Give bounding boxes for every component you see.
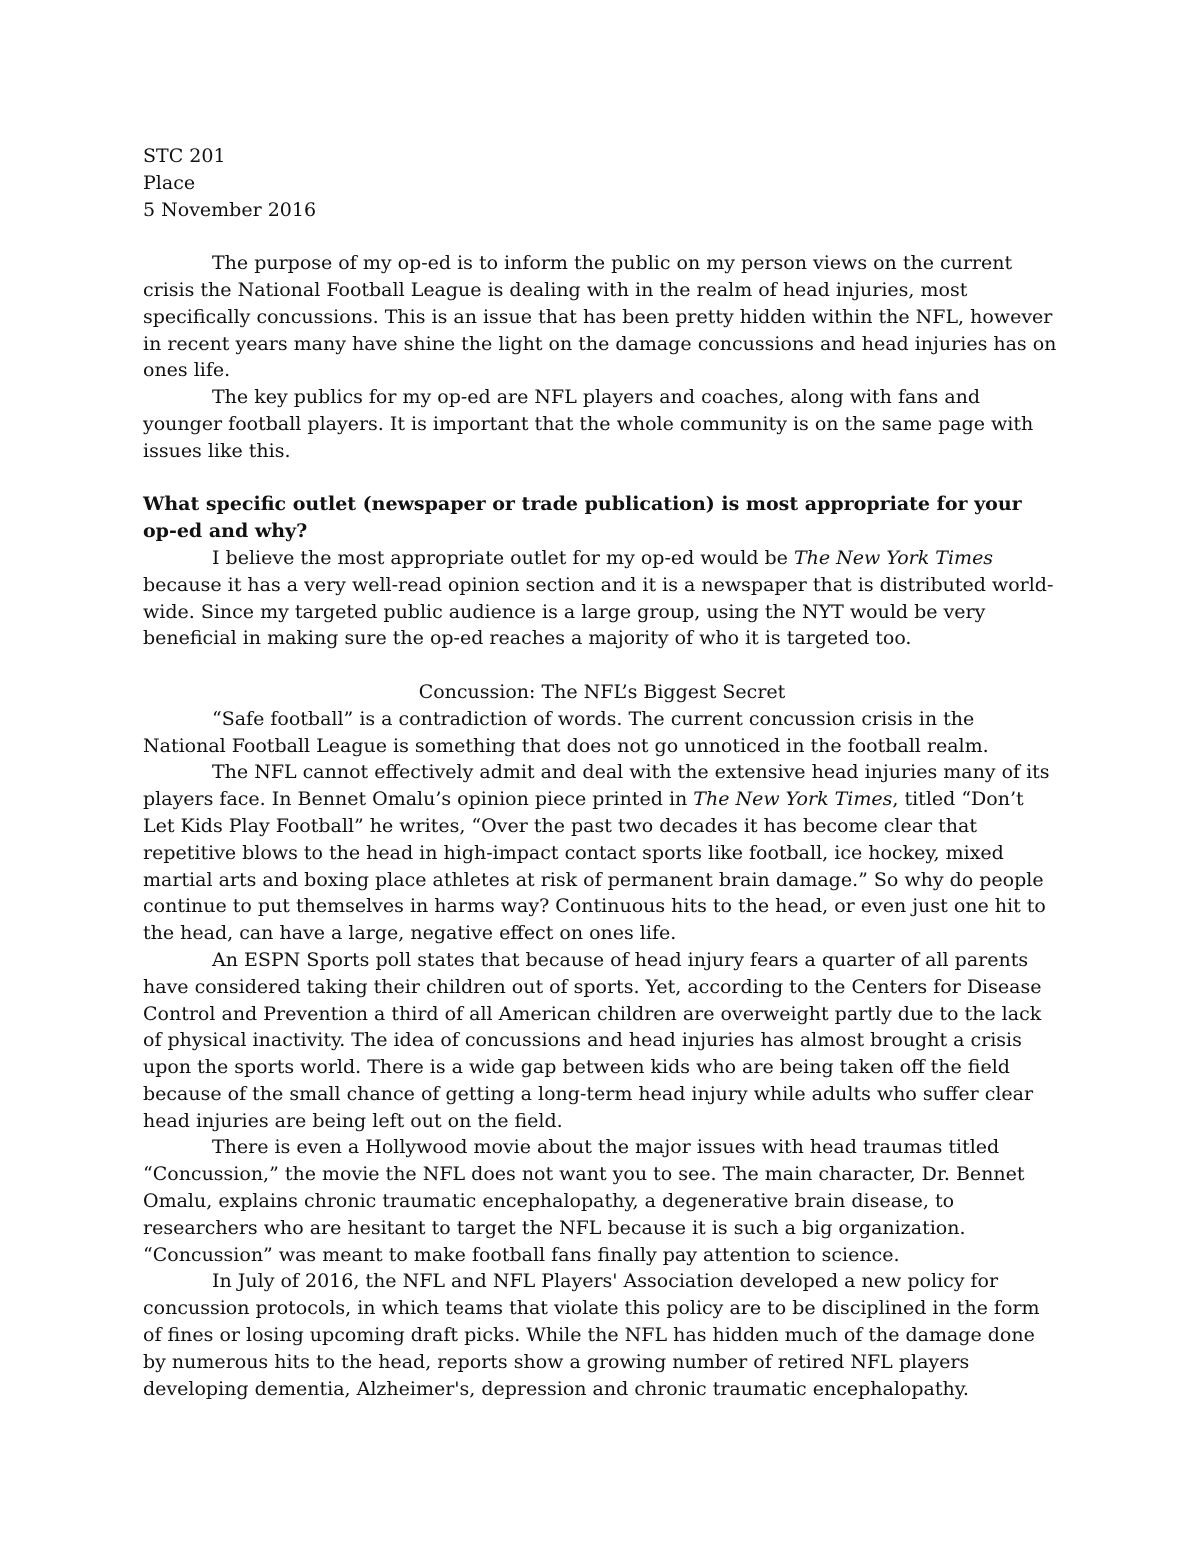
spacer	[143, 465, 1061, 492]
intro-publics-paragraph: The key publics for my op-ed are NFL players and coaches, along with fans and younger football players. It is important that the whole community is on the same page with issues like this.	[143, 386, 1034, 462]
spacer	[143, 223, 1061, 250]
document-body	[143, 143, 1061, 1402]
outlet-question-heading: What specific outlet (newspaper or trade publication) is most appropriate for your op-ed and why?	[143, 493, 1022, 543]
oped-paragraph-5: In July of 2016, the NFL and NFL Players' Association developed a new policy for concussion protocols, in which teams that violate this policy are to be disciplined in the form of fines or losing upcoming draft picks. While the NFL has hidden much of the damage done by numerous hits to the head, reports show a growing number of retired NFL players developing dementia, Alzheimer's, depression and chronic traumatic encephalopathy.	[143, 1270, 1040, 1400]
oped-paragraph-4: There is even a Hollywood movie about the major issues with head traumas titled “Concussion,” the movie the NFL does not want you to see. The main character, Dr. Bennet Omalu, explains chronic traumatic encephalopathy, a degenerative brain disease, to researchers who are hesitant to target the NFL because it is such a big organization. “Concussion” was meant to make football fans finally pay attention to science.	[143, 1136, 1025, 1266]
document-date: 5 November 2016	[143, 198, 317, 221]
answer-text-end: because it has a very well-read opinion section and it is a newspaper that is distributed world-wide. Since my targeted public audience is a large group, using the NYT would be very beneficial in making sure the op-ed reaches a majority of who it is targeted too.	[143, 573, 1054, 650]
assignment-name: Place	[143, 171, 196, 194]
paragraph-text-start: The NFL cannot effectively admit and deal with the extensive head injuries many of its players face. In Bennet Omalu’s opinion piece printed in	[143, 761, 1050, 811]
oped-paragraph-2	[143, 759, 1061, 947]
oped-title: Concussion: The NFL’s Biggest Secret	[418, 680, 786, 703]
intro-purpose-paragraph: The purpose of my op-ed is to inform the public on my person views on the current crisis the National Football League is dealing with in the realm of head injuries, most specifically concussions. This is an issue that has been pretty hidden within the NFL, however in recent years many have shine the light on the damage concussions and head injuries has on ones life.	[143, 252, 1057, 382]
spacer	[143, 652, 1061, 679]
oped-paragraph-3: An ESPN Sports poll states that because of head injury fears a quarter of all parents have considered taking their children out of sports. Yet, according to the Centers for Disease Control and Prevention a third of all American children are overweight partly due to the lack of physical inactivity. The idea of concussions and head injuries has almost brought a crisis upon the sports world. There is a wide gap between kids who are being taken off the field because of the small chance of getting a long-term head injury while adults who suffer clear head injuries are being left out on the field.	[143, 948, 1042, 1132]
oped-paragraph-1: “Safe football” is a contradiction of words. The current concussion crisis in the National Football League is something that does not go unnoticed in the football realm.	[143, 707, 989, 757]
course-name: STC 201	[143, 145, 226, 167]
outlet-name: The New York Times	[793, 546, 994, 569]
answer-text-start: I believe the most appropriate outlet for my op-ed would be	[212, 546, 794, 569]
outlet-answer-paragraph	[143, 545, 1061, 652]
paragraph-text-end: , titled “Don’t Let Kids Play Football” he writes, “Over the past two decades it has become clear that repetitive blows to the head in high-impact contact sports like football, ice hockey, mixed martial arts and boxing place athletes at risk of permanent brain damage.” So why do people continue to put themselves in harms way? Continuous hits to the head, or even just one hit to the head, can have a large, negative effect on ones life.	[143, 788, 1046, 945]
newspaper-name: The New York Times	[693, 788, 893, 811]
